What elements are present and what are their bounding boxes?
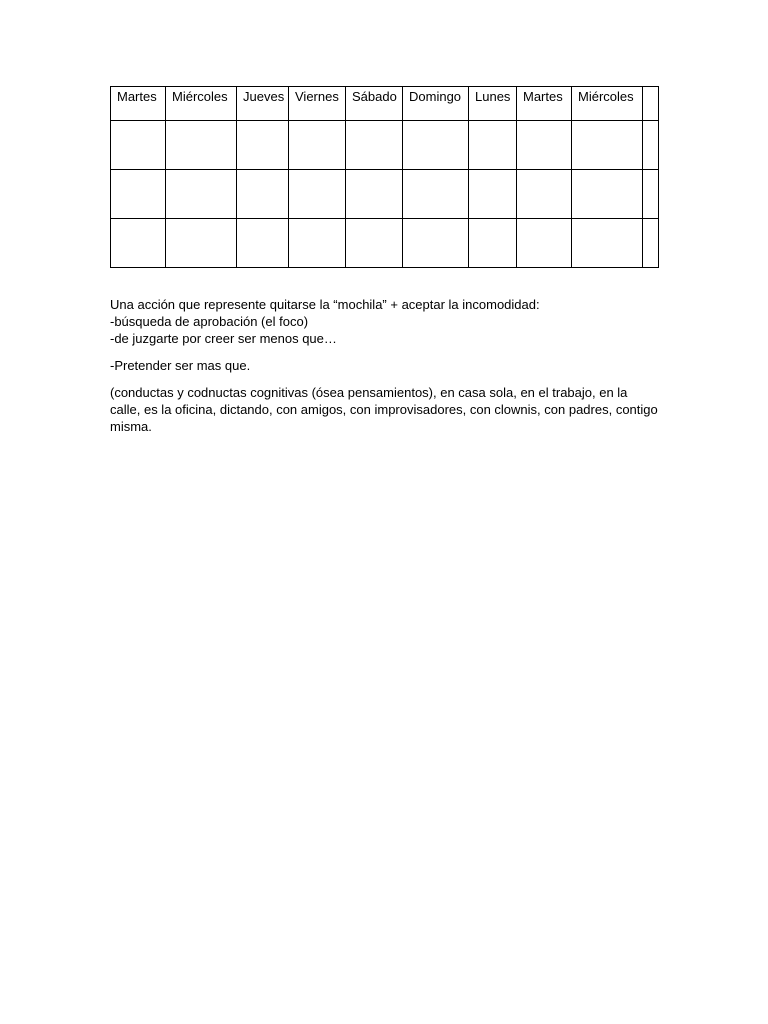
table-row [111, 121, 659, 170]
table-cell [517, 121, 572, 170]
table-cell [469, 121, 517, 170]
table-cell [289, 170, 346, 219]
column-header-viernes: Viernes [289, 87, 346, 121]
table-cell [111, 170, 166, 219]
table-cell [403, 219, 469, 268]
column-header-miercoles: Miércoles [166, 87, 237, 121]
table-cell [237, 219, 289, 268]
table-cell [572, 121, 643, 170]
notes-section [110, 296, 658, 435]
table-cell [166, 170, 237, 219]
column-header-martes: Martes [111, 87, 166, 121]
table-cell [289, 121, 346, 170]
column-header-jueves: Jueves [237, 87, 289, 121]
table-cell [572, 170, 643, 219]
table-header-row [111, 87, 659, 121]
table-cell [403, 170, 469, 219]
table-cell [403, 121, 469, 170]
column-header-sabado: Sábado [346, 87, 403, 121]
table-cell [517, 170, 572, 219]
table-cell [166, 121, 237, 170]
table-cell [469, 170, 517, 219]
notes-intro-line: Una acción que represente quitarse la “mochila” + aceptar la incomodidad: [110, 297, 540, 312]
table-cell [643, 170, 659, 219]
weekday-schedule-table [110, 86, 659, 268]
column-header-domingo: Domingo [403, 87, 469, 121]
table-cell [572, 219, 643, 268]
table-cell [237, 121, 289, 170]
table-cell [289, 219, 346, 268]
column-header-blank [643, 87, 659, 121]
table-cell [166, 219, 237, 268]
notes-bullet-pretending: -Pretender ser mas que. [110, 358, 251, 373]
column-header-martes-2: Martes [517, 87, 572, 121]
table-cell [346, 121, 403, 170]
table-cell [517, 219, 572, 268]
table-cell [237, 170, 289, 219]
column-header-lunes: Lunes [469, 87, 517, 121]
table-cell [346, 219, 403, 268]
table-cell [643, 219, 659, 268]
table-row [111, 170, 659, 219]
table-cell [111, 219, 166, 268]
notes-contexts-paragraph: (conductas y codnuctas cognitivas (ósea pensamientos), en casa sola, en el trabajo, en la calle, es la oficina, dictando, con amigos, con improvisadores, con clownis, con padres, contigo misma. [110, 385, 658, 434]
table-cell [643, 121, 659, 170]
table-cell [469, 219, 517, 268]
table-cell [346, 170, 403, 219]
column-header-miercoles-2: Miércoles [572, 87, 643, 121]
table-cell [111, 121, 166, 170]
table-row [111, 219, 659, 268]
notes-bullet-approval: -búsqueda de aprobación (el foco) [110, 314, 309, 329]
notes-bullet-judging: -de juzgarte por creer ser menos que… [110, 331, 337, 346]
